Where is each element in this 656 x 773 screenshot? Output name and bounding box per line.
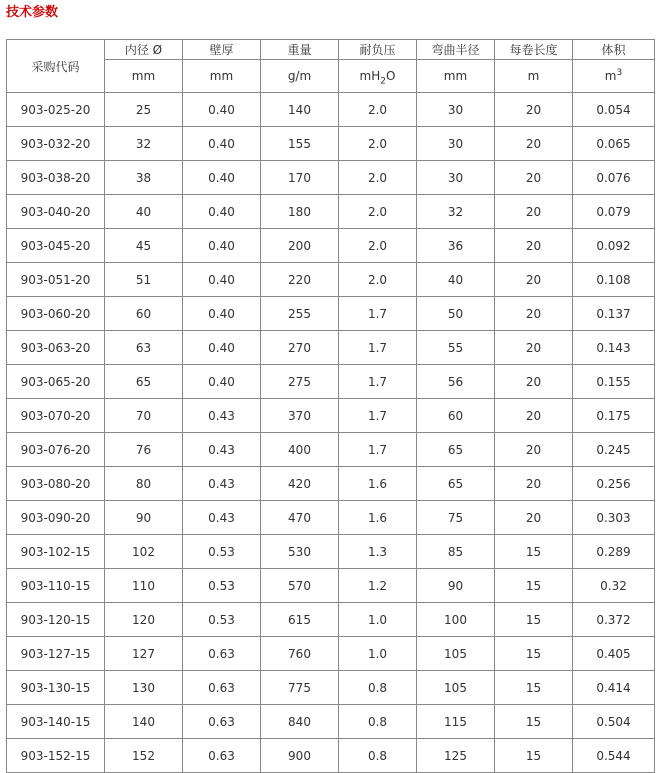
cell-code: 903-060-20 xyxy=(7,297,105,331)
cell-roll-length: 20 xyxy=(495,195,573,229)
table-row xyxy=(7,195,655,229)
cell-inner-diameter: 51 xyxy=(105,263,183,297)
cell-wall-thickness: 0.63 xyxy=(183,637,261,671)
unit-roll-length: m xyxy=(495,60,573,93)
cell-volume: 0.155 xyxy=(573,365,655,399)
cell-wall-thickness: 0.63 xyxy=(183,739,261,773)
cell-code: 903-025-20 xyxy=(7,93,105,127)
cell-volume: 0.32 xyxy=(573,569,655,603)
unit-bend-radius: mm xyxy=(417,60,495,93)
table-row xyxy=(7,161,655,195)
cell-negative-pressure: 1.7 xyxy=(339,399,417,433)
cell-weight: 615 xyxy=(261,603,339,637)
cell-negative-pressure: 0.8 xyxy=(339,705,417,739)
cell-volume: 0.092 xyxy=(573,229,655,263)
cell-code: 903-063-20 xyxy=(7,331,105,365)
unit-wall-thickness: mm xyxy=(183,60,261,93)
cell-bend-radius: 65 xyxy=(417,433,495,467)
cell-inner-diameter: 152 xyxy=(105,739,183,773)
cell-inner-diameter: 90 xyxy=(105,501,183,535)
cell-bend-radius: 65 xyxy=(417,467,495,501)
table-row xyxy=(7,569,655,603)
table-row xyxy=(7,603,655,637)
cell-bend-radius: 125 xyxy=(417,739,495,773)
cell-code: 903-051-20 xyxy=(7,263,105,297)
header-bend-radius: 弯曲半径 xyxy=(417,40,495,60)
cell-weight: 140 xyxy=(261,93,339,127)
cell-code: 903-120-15 xyxy=(7,603,105,637)
cell-volume: 0.289 xyxy=(573,535,655,569)
cell-bend-radius: 32 xyxy=(417,195,495,229)
header-wall-thickness: 壁厚 xyxy=(183,40,261,60)
table-row xyxy=(7,671,655,705)
cell-volume: 0.504 xyxy=(573,705,655,739)
cell-roll-length: 15 xyxy=(495,603,573,637)
cell-bend-radius: 105 xyxy=(417,637,495,671)
cell-volume: 0.245 xyxy=(573,433,655,467)
cell-weight: 275 xyxy=(261,365,339,399)
cell-roll-length: 20 xyxy=(495,501,573,535)
cell-volume: 0.303 xyxy=(573,501,655,535)
cell-code: 903-040-20 xyxy=(7,195,105,229)
cell-code: 903-110-15 xyxy=(7,569,105,603)
cell-volume: 0.054 xyxy=(573,93,655,127)
spec-table xyxy=(6,39,655,773)
cell-code: 903-045-20 xyxy=(7,229,105,263)
table-row xyxy=(7,365,655,399)
cell-weight: 775 xyxy=(261,671,339,705)
cell-inner-diameter: 45 xyxy=(105,229,183,263)
cell-negative-pressure: 1.6 xyxy=(339,467,417,501)
cell-negative-pressure: 2.0 xyxy=(339,263,417,297)
cell-bend-radius: 100 xyxy=(417,603,495,637)
cell-bend-radius: 55 xyxy=(417,331,495,365)
cell-roll-length: 15 xyxy=(495,569,573,603)
cell-negative-pressure: 1.7 xyxy=(339,365,417,399)
cell-code: 903-090-20 xyxy=(7,501,105,535)
cell-weight: 155 xyxy=(261,127,339,161)
cell-inner-diameter: 25 xyxy=(105,93,183,127)
table-row xyxy=(7,127,655,161)
cell-roll-length: 20 xyxy=(495,365,573,399)
cell-inner-diameter: 140 xyxy=(105,705,183,739)
cell-wall-thickness: 0.40 xyxy=(183,263,261,297)
cell-weight: 840 xyxy=(261,705,339,739)
cell-weight: 370 xyxy=(261,399,339,433)
unit-subscript: 2 xyxy=(380,76,386,87)
cell-wall-thickness: 0.40 xyxy=(183,331,261,365)
table-row xyxy=(7,535,655,569)
cell-inner-diameter: 127 xyxy=(105,637,183,671)
cell-code: 903-032-20 xyxy=(7,127,105,161)
cell-inner-diameter: 60 xyxy=(105,297,183,331)
cell-inner-diameter: 65 xyxy=(105,365,183,399)
cell-roll-length: 20 xyxy=(495,433,573,467)
cell-negative-pressure: 1.0 xyxy=(339,637,417,671)
cell-inner-diameter: 110 xyxy=(105,569,183,603)
cell-roll-length: 20 xyxy=(495,229,573,263)
table-row xyxy=(7,93,655,127)
cell-negative-pressure: 1.7 xyxy=(339,331,417,365)
cell-wall-thickness: 0.40 xyxy=(183,93,261,127)
cell-wall-thickness: 0.40 xyxy=(183,161,261,195)
table-row xyxy=(7,263,655,297)
cell-volume: 0.137 xyxy=(573,297,655,331)
cell-volume: 0.065 xyxy=(573,127,655,161)
cell-bend-radius: 36 xyxy=(417,229,495,263)
table-row xyxy=(7,331,655,365)
cell-roll-length: 20 xyxy=(495,467,573,501)
cell-negative-pressure: 2.0 xyxy=(339,127,417,161)
cell-inner-diameter: 70 xyxy=(105,399,183,433)
cell-bend-radius: 30 xyxy=(417,93,495,127)
cell-volume: 0.175 xyxy=(573,399,655,433)
header-weight: 重量 xyxy=(261,40,339,60)
cell-negative-pressure: 1.7 xyxy=(339,297,417,331)
table-row xyxy=(7,501,655,535)
unit-negative-pressure xyxy=(339,60,417,93)
cell-code: 903-127-15 xyxy=(7,637,105,671)
cell-bend-radius: 90 xyxy=(417,569,495,603)
table-row xyxy=(7,637,655,671)
table-row xyxy=(7,229,655,263)
cell-bend-radius: 115 xyxy=(417,705,495,739)
cell-weight: 420 xyxy=(261,467,339,501)
table-row xyxy=(7,399,655,433)
cell-roll-length: 15 xyxy=(495,705,573,739)
cell-bend-radius: 30 xyxy=(417,161,495,195)
cell-roll-length: 20 xyxy=(495,93,573,127)
cell-roll-length: 15 xyxy=(495,739,573,773)
unit-weight: g/m xyxy=(261,60,339,93)
cell-volume: 0.544 xyxy=(573,739,655,773)
cell-code: 903-080-20 xyxy=(7,467,105,501)
cell-wall-thickness: 0.63 xyxy=(183,705,261,739)
table-header xyxy=(7,40,655,93)
cell-negative-pressure: 1.3 xyxy=(339,535,417,569)
cell-weight: 400 xyxy=(261,433,339,467)
cell-volume: 0.405 xyxy=(573,637,655,671)
cell-volume: 0.256 xyxy=(573,467,655,501)
cell-negative-pressure: 1.6 xyxy=(339,501,417,535)
cell-bend-radius: 50 xyxy=(417,297,495,331)
table-row xyxy=(7,433,655,467)
cell-inner-diameter: 40 xyxy=(105,195,183,229)
cell-negative-pressure: 2.0 xyxy=(339,161,417,195)
cell-volume: 0.108 xyxy=(573,263,655,297)
header-negative-pressure: 耐负压 xyxy=(339,40,417,60)
cell-weight: 180 xyxy=(261,195,339,229)
cell-inner-diameter: 102 xyxy=(105,535,183,569)
cell-code: 903-130-15 xyxy=(7,671,105,705)
cell-weight: 220 xyxy=(261,263,339,297)
cell-volume: 0.079 xyxy=(573,195,655,229)
cell-wall-thickness: 0.43 xyxy=(183,501,261,535)
cell-weight: 270 xyxy=(261,331,339,365)
table-row xyxy=(7,467,655,501)
cell-negative-pressure: 2.0 xyxy=(339,229,417,263)
cell-volume: 0.372 xyxy=(573,603,655,637)
cell-inner-diameter: 120 xyxy=(105,603,183,637)
cell-weight: 760 xyxy=(261,637,339,671)
header-code: 采购代码 xyxy=(7,40,105,93)
cell-weight: 900 xyxy=(261,739,339,773)
cell-negative-pressure: 1.0 xyxy=(339,603,417,637)
header-roll-length: 每卷长度 xyxy=(495,40,573,60)
cell-wall-thickness: 0.40 xyxy=(183,195,261,229)
cell-volume: 0.414 xyxy=(573,671,655,705)
cell-inner-diameter: 130 xyxy=(105,671,183,705)
cell-roll-length: 15 xyxy=(495,671,573,705)
cell-inner-diameter: 38 xyxy=(105,161,183,195)
cell-wall-thickness: 0.40 xyxy=(183,365,261,399)
cell-roll-length: 15 xyxy=(495,535,573,569)
cell-volume: 0.076 xyxy=(573,161,655,195)
cell-bend-radius: 56 xyxy=(417,365,495,399)
cell-wall-thickness: 0.53 xyxy=(183,535,261,569)
cell-negative-pressure: 1.7 xyxy=(339,433,417,467)
cell-wall-thickness: 0.43 xyxy=(183,433,261,467)
cell-negative-pressure: 1.2 xyxy=(339,569,417,603)
table-row xyxy=(7,739,655,773)
section-title: 技术参数 xyxy=(6,5,59,20)
cell-bend-radius: 85 xyxy=(417,535,495,569)
cell-weight: 255 xyxy=(261,297,339,331)
cell-roll-length: 20 xyxy=(495,331,573,365)
cell-code: 903-140-15 xyxy=(7,705,105,739)
cell-weight: 470 xyxy=(261,501,339,535)
cell-roll-length: 20 xyxy=(495,263,573,297)
unit-superscript: 3 xyxy=(616,68,623,78)
cell-weight: 530 xyxy=(261,535,339,569)
cell-bend-radius: 30 xyxy=(417,127,495,161)
cell-inner-diameter: 80 xyxy=(105,467,183,501)
unit-base: m xyxy=(604,69,617,83)
cell-weight: 200 xyxy=(261,229,339,263)
cell-bend-radius: 105 xyxy=(417,671,495,705)
cell-roll-length: 20 xyxy=(495,127,573,161)
unit-base: mH xyxy=(359,69,381,83)
cell-code: 903-102-15 xyxy=(7,535,105,569)
cell-roll-length: 15 xyxy=(495,637,573,671)
cell-negative-pressure: 0.8 xyxy=(339,739,417,773)
cell-negative-pressure: 0.8 xyxy=(339,671,417,705)
cell-wall-thickness: 0.63 xyxy=(183,671,261,705)
cell-code: 903-076-20 xyxy=(7,433,105,467)
cell-wall-thickness: 0.40 xyxy=(183,127,261,161)
cell-code: 903-070-20 xyxy=(7,399,105,433)
table-body xyxy=(7,93,655,773)
cell-weight: 170 xyxy=(261,161,339,195)
cell-wall-thickness: 0.43 xyxy=(183,399,261,433)
cell-wall-thickness: 0.53 xyxy=(183,569,261,603)
table-row xyxy=(7,297,655,331)
table-row xyxy=(7,705,655,739)
cell-code: 903-038-20 xyxy=(7,161,105,195)
cell-wall-thickness: 0.40 xyxy=(183,229,261,263)
cell-bend-radius: 75 xyxy=(417,501,495,535)
cell-wall-thickness: 0.40 xyxy=(183,297,261,331)
cell-code: 903-065-20 xyxy=(7,365,105,399)
cell-negative-pressure: 2.0 xyxy=(339,93,417,127)
cell-bend-radius: 40 xyxy=(417,263,495,297)
cell-inner-diameter: 63 xyxy=(105,331,183,365)
cell-inner-diameter: 76 xyxy=(105,433,183,467)
cell-bend-radius: 60 xyxy=(417,399,495,433)
unit-inner-diameter: mm xyxy=(105,60,183,93)
cell-roll-length: 20 xyxy=(495,297,573,331)
cell-negative-pressure: 2.0 xyxy=(339,195,417,229)
cell-inner-diameter: 32 xyxy=(105,127,183,161)
header-inner-diameter: 内径 Ø xyxy=(105,40,183,60)
cell-wall-thickness: 0.53 xyxy=(183,603,261,637)
cell-wall-thickness: 0.43 xyxy=(183,467,261,501)
cell-code: 903-152-15 xyxy=(7,739,105,773)
cell-weight: 570 xyxy=(261,569,339,603)
unit-volume xyxy=(573,60,655,93)
header-volume: 体积 xyxy=(573,40,655,60)
cell-roll-length: 20 xyxy=(495,399,573,433)
cell-roll-length: 20 xyxy=(495,161,573,195)
unit-tail: O xyxy=(386,69,396,83)
cell-volume: 0.143 xyxy=(573,331,655,365)
